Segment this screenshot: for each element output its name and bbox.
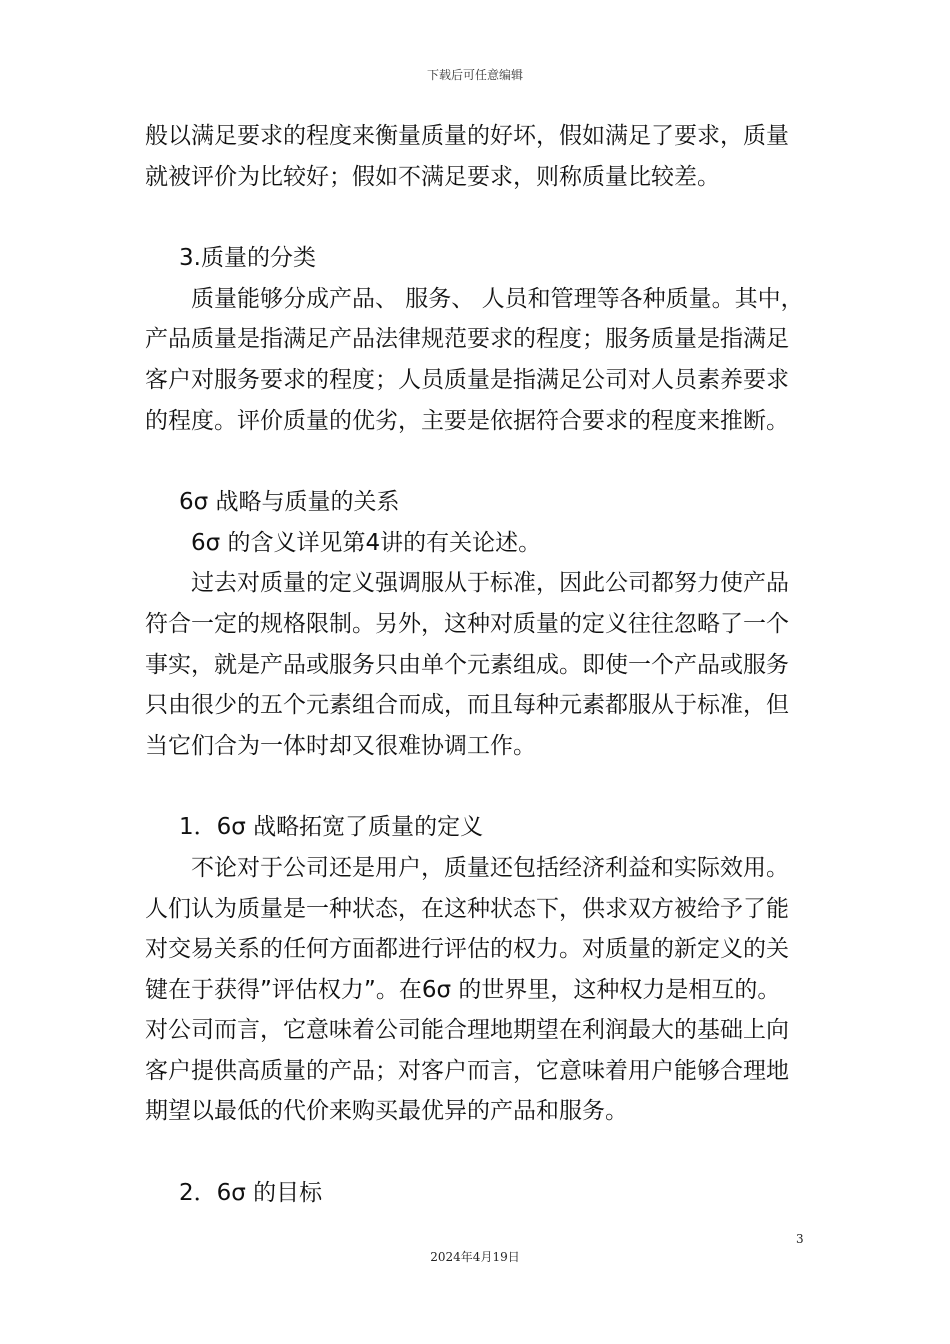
- text-line: 客户对服务要求的程度；人员质量是指满足公司对人员素养要求: [145, 366, 789, 393]
- text-line: 的程度。评价质量的优劣，主要是依据符合要求的程度来推断。: [145, 407, 789, 434]
- footer-date: 2024年4月19日: [430, 1250, 520, 1264]
- text-line: 对交易关系的任何方面都进行评估的权力。对质量的新定义的关: [145, 936, 789, 963]
- text-line: 对公司而言，它意味着公司能合理地期望在利润最大的基础上向: [145, 1017, 789, 1044]
- text-line: 客户提供高质量的产品；对客户而言，它意味着用户能够合理地: [145, 1057, 789, 1084]
- page-number: 3: [796, 1232, 804, 1246]
- text-line: 就被评价为比较好；假如不满足要求，则称质量比较差。: [145, 163, 720, 190]
- text-line: 键在于获得”评估权力”。在6σ 的世界里，这种权力是相互的。: [145, 976, 781, 1003]
- page-header: 下载后可任意编辑: [426, 68, 523, 82]
- text-line: 期望以最低的代价来购买最优异的产品和服务。: [145, 1098, 628, 1125]
- paragraph-gap: [145, 1132, 817, 1173]
- paragraph-gap: [145, 766, 817, 807]
- text-line: 不论对于公司还是用户，质量还包括经济利益和实际效用。: [191, 854, 789, 881]
- text-line: 6σ 的含义详见第4讲的有关论述。: [191, 529, 542, 556]
- text-line: 符合一定的规格限制。另外，这种对质量的定义往往忽略了一个: [145, 610, 789, 637]
- section-heading: 1．6σ 战略拓宽了质量的定义: [179, 814, 484, 841]
- paragraph-gap: [145, 441, 817, 482]
- text-line: 般以满足要求的程度来衡量质量的好坏，假如满足了要求，质量: [145, 123, 789, 149]
- text-line: 人们认为质量是一种状态，在这种状态下，供求双方被给予了能: [145, 895, 789, 922]
- text-line: 当它们合为一体时却又很难协调工作。: [145, 732, 536, 759]
- text-line: 过去对质量的定义强调服从于标准，因此公司都努力使产品: [191, 570, 789, 597]
- document-body: [145, 116, 817, 1214]
- text-line: 质量能够分成产品、 服务、 人员和管理等各种质量。其中，: [191, 285, 804, 312]
- section-heading: 6σ 战略与质量的关系: [179, 489, 400, 516]
- section-heading: 3.质量的分类: [179, 245, 316, 272]
- section-heading: 2．6σ 的目标: [179, 1180, 323, 1207]
- text-line: 只由很少的五个元素组合而成，而且每种元素都服从于标准，但: [145, 692, 789, 719]
- paragraph-gap: [145, 197, 817, 238]
- text-line: 产品质量是指满足产品法律规范要求的程度；服务质量是指满足: [145, 326, 789, 353]
- text-line: 事实，就是产品或服务只由单个元素组成。即使一个产品或服务: [145, 651, 789, 678]
